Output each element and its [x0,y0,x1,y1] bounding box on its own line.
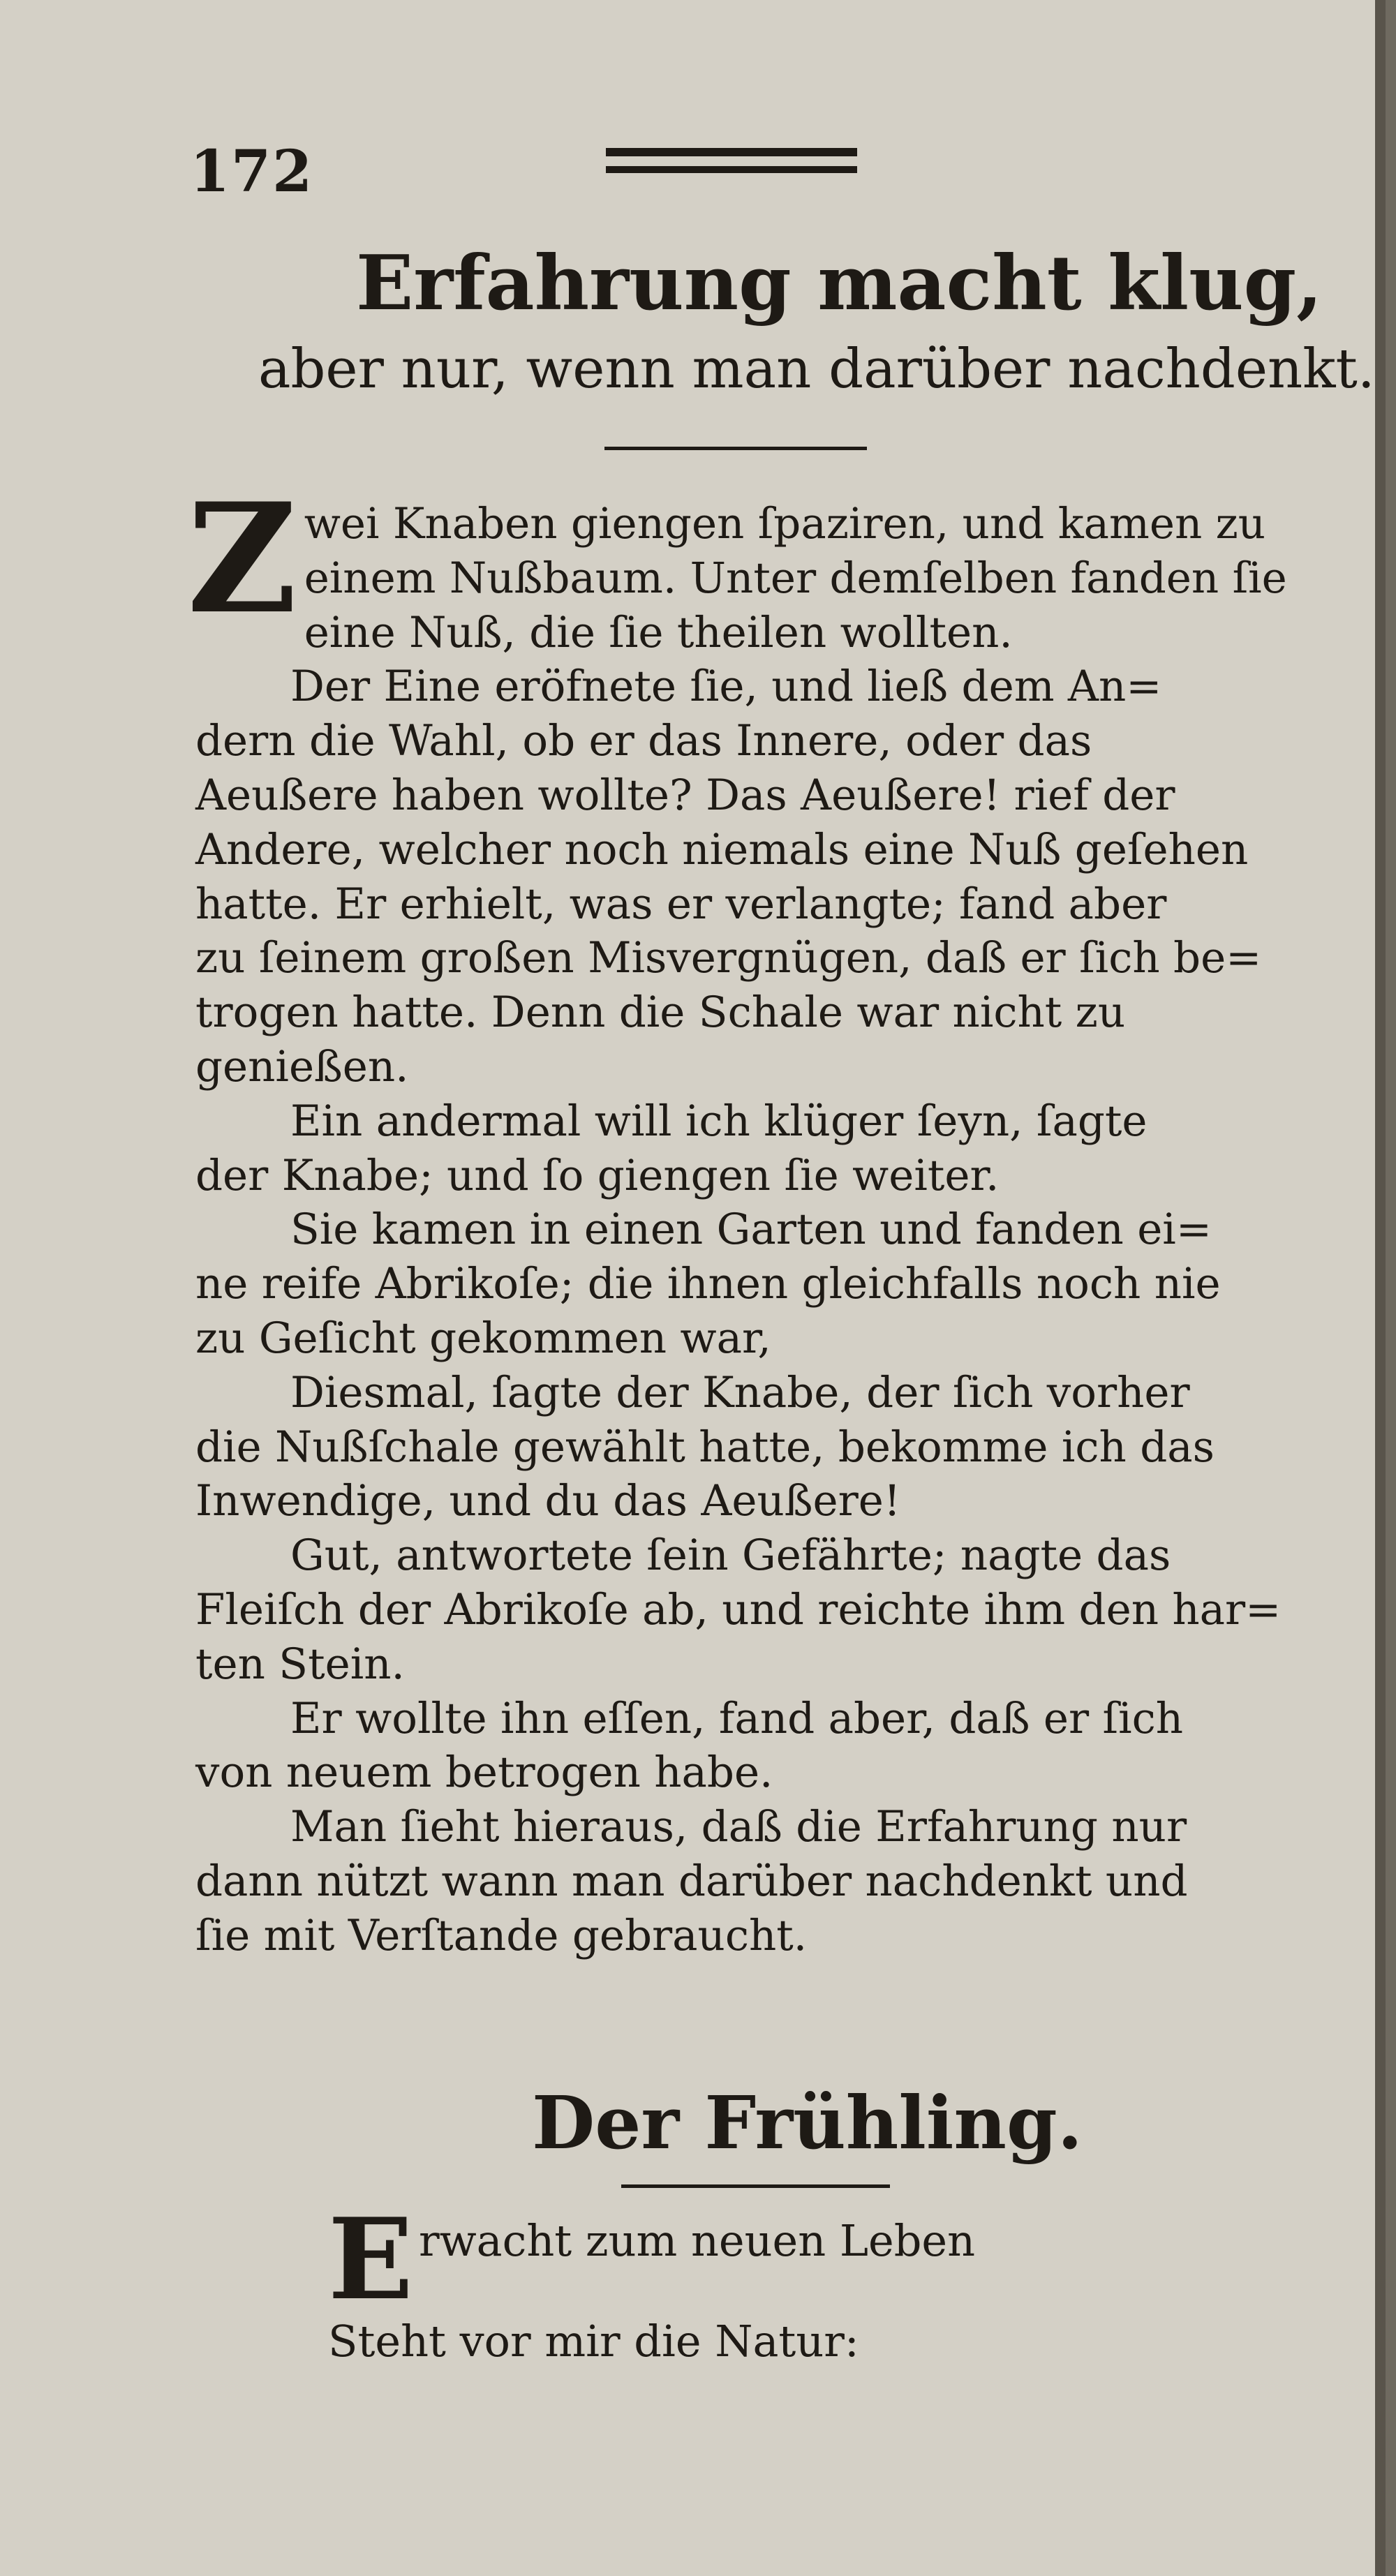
poem-drop-cap: E [328,2194,413,2325]
header-rule [606,148,857,173]
text-line: Inwendige, und du das Aeußere! [195,1476,901,1526]
text-line: zu Geſicht gekommen war, [195,1313,771,1363]
text-line: dann nützt wann man darüber nachdenkt und [195,1856,1188,1906]
text-line: ſie mit Verſtande gebraucht. [195,1910,808,1960]
text-line: Der Eine eröfnete ſie, und ließ dem An= [290,662,1162,712]
poem-heading: Der Frühling. [532,2080,1083,2166]
text-line: Er wollte ihn eſſen, fand aber, daß er ſich [290,1693,1184,1743]
story-text [187,470,1321,1963]
poem-line: Steht vor mir die Natur: [328,2316,859,2367]
text-line: Fleiſch der Abrikoſe ab, und reichte ihm den har= [195,1584,1282,1635]
text-line: Andere, welcher noch niemals eine Nuß geſehen [195,824,1249,874]
text-line: trogen hatte. Denn die Schale war nicht zu [195,988,1126,1038]
text-line: hatte. Er erhielt, was er verlangte; fand aber [195,879,1167,929]
text-line: Diesmal, ſagte der Knabe, der ſich vorher [290,1367,1190,1417]
text-line: ne reife Abrikoſe; die ihnen gleichfalls noch nie [195,1259,1221,1309]
page-edge-shadow [1375,0,1386,2576]
text-line: Ein andermal will ich klüger ſeyn, ſagte [290,1096,1148,1146]
poem-divider [621,2184,890,2188]
text-line: die Nußſchale gewählt hatte, bekomme ich das [195,1422,1215,1472]
text-line: eine Nuß, die ſie theilen wollten. [304,607,1013,657]
text-line: Man ſieht hieraus, daß die Erfahrung nur [290,1802,1187,1852]
poem-text [328,2194,1235,2372]
text-line: wei Knaben giengen ſpaziren, und kamen zu [304,499,1266,549]
text-line: dern die Wahl, ob er das Innere, oder das [195,716,1092,766]
text-line: Gut, antwortete ſein Gefährte; nagte das [290,1531,1171,1581]
page-number: 172 [190,138,314,205]
text-line: Sie kamen in einen Garten und fanden ei= [290,1205,1212,1255]
text-line: Aeußere haben wollte? Das Aeußere! rief der [195,770,1175,820]
story-title: Erfahrung macht klug, [356,239,1323,327]
poem-line: rwacht zum neuen Leben [418,2215,976,2266]
text-line: von neuem betrogen habe. [195,1748,773,1798]
text-line: ten Stein. [195,1639,405,1689]
drop-cap: Z [187,470,297,647]
title-divider [604,447,867,450]
story-subtitle: aber nur, wenn man darüber nachdenkt. [258,338,1375,401]
text-line: einem Nußbaum. Unter demſelben fanden ſie [304,553,1287,603]
text-line: genießen. [195,1041,409,1092]
text-line: zu ſeinem großen Misvergnügen, daß er ſich be= [195,933,1262,983]
text-line: der Knabe; und ſo giengen ſie weiter. [195,1150,1000,1200]
